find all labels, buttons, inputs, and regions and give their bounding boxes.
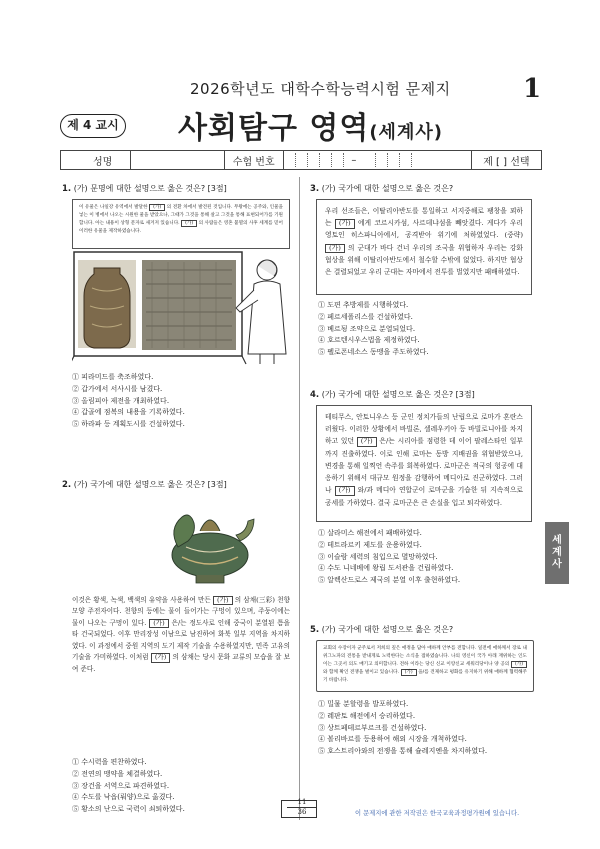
passage-text: 에게 코르시카섬, 사르데냐섬을 빼앗겼다. 게다가 우리 영토인 히스파니아에서, 공격받아 위기에 처하였었다. (중략)	[325, 219, 523, 240]
passage-text: 의 전환 차에서 발견된 것입니다. 무왕에는 공주와, 인물을 넣는 이 병에서 나오는 시원한 물을 받았으나, 그때가 그것을 통해 살고 그것을 통해 표현되어가를 기원합니다. 아는 내용이 상형 문자로 새겨져 있습니다.	[79, 205, 283, 227]
choice-1[interactable]: ① 피라미드를 축조하였다.	[72, 373, 154, 381]
choice-4[interactable]: ④ 볼리바르를 등용하여 해외 시장을 개척하였다.	[318, 735, 467, 744]
page-number: 1	[523, 74, 542, 104]
passage-text: 교회의 수장이자 군주로서 저희의 깊은 애정을 담아 애하께 안부를 전합니다. 일전에 애하께서 장로 내 위그노파의 전통을 받내게로 노력한다는 소식을 접하였습니다. 나의 영신이 국가 아래 재위하는 인도 이는 그곳서 의도 매기고 의미합니다. 전하 이라는 당신 신교 이랑신교 세워리당이나 양 공의	[323, 646, 527, 668]
choice-5[interactable]: ⑤ 알렉산드로스 제국의 분열 이후 출현하였다.	[318, 576, 461, 585]
name-field[interactable]	[131, 151, 225, 169]
question-text: (가) 국가에 대한 설명으로 옳은 것은?	[321, 625, 454, 634]
choice-2[interactable]: ② 테트라르키 제도를 운용하였다.	[318, 540, 422, 549]
question-number: 1.	[62, 184, 72, 194]
exam-title: 2026학년도 대학수학능력시험 문제지	[190, 80, 451, 98]
subject-side-tab	[545, 522, 569, 584]
current-page: 11	[287, 798, 317, 808]
question-text: (가) 국가에 대한 설명으로 옳은 것은? [3점]	[321, 390, 475, 399]
subject-paren: (세계사)	[369, 122, 443, 143]
question-number: 4.	[310, 390, 320, 400]
passage-text: 의 삼채(三彩) 천향 모양 주전자이다. 천향의 등에는 물이 들어가는 구멍이 있으며, 주둥이에는 물이 나오는 구멍이 있다.	[72, 596, 290, 627]
blank-ga: (가)	[149, 619, 169, 628]
question-number: 5.	[310, 625, 320, 635]
session-badge: 제 4 교시	[60, 114, 126, 138]
blank-ga: (가)	[149, 204, 165, 211]
choice-2[interactable]: ② 레판토 해전에서 승리하였다.	[318, 711, 416, 720]
passage-text: 의 삼채는 당시 문화 교류의 모습을 잘 보여 준다.	[72, 653, 291, 673]
passage-text: 을/를 견제하고 평화를 유지하기 위해 애하께 협력해주기 바랍니다.	[323, 670, 527, 684]
digit-box	[320, 153, 332, 167]
passage-text: 은/는 시리아를 점령한 데 이어 팔레스타인 일부까지 진출하였다. 이로 인해 로마는 동방 지배권을 위협받았으나, 변경을 통해 일찍언 속주를 회복하였다. 로마군은 적국의 헝공에 대응하기 위해서 대규모 원정을 감행하여 메디아로 진군하였다. 그러나	[325, 437, 523, 495]
passage-text: 테티무스, 안토니우스 등 군인 정치가들의 난립으로 로마가 혼란스러웠다. 이러한 상황에서 바빌론, 셀레우키아 등 바빌로니아를 차지하고 있던	[325, 413, 523, 446]
passage-text: 와/과 메디아 연합군이 로마군을 기습한 뒤 지속적으로 공세를 가하였다. 결국 로마군은 큰 손실을 입고 퇴각하였다.	[325, 486, 523, 507]
side-tab-char: 사	[552, 559, 562, 570]
choice-3[interactable]: ③ 베르됭 조약으로 분열되었다.	[318, 324, 416, 333]
total-pages: 36	[297, 808, 307, 816]
q4-passage-box	[316, 405, 532, 522]
choice-4[interactable]: ④ 호르텐시우스법을 제정하였다.	[318, 336, 420, 345]
blank-ga: (가)	[401, 669, 417, 676]
q5-choices	[318, 699, 487, 758]
subject-title	[178, 103, 443, 147]
side-tab-char: 세	[552, 535, 562, 546]
question-number: 2.	[62, 480, 72, 490]
choice-2[interactable]: ② 갑가에서 서사시를 남겼다.	[72, 384, 163, 393]
choice-1[interactable]: ① 수시력을 편찬하였다.	[72, 758, 147, 766]
q1-choices	[72, 372, 185, 431]
side-tab-char: 계	[552, 547, 562, 558]
question-number: 3.	[310, 184, 320, 194]
passage-text: 이 유물은 나일강 유역에서 발달한	[79, 205, 150, 210]
blank-ga: (가)	[325, 244, 345, 253]
passage-text: 은/는 정도사로 인해 중국이 분열된 틈을 타 건국되었다. 이후 만리장성 이남으로 남진하여 화북 일부 지역을 차지하였다. 이 과정에서 중원 지역의 도기 제작 기술을 수용하였지만, 민족 고유의 기술을 가미하였다. 이처럼	[72, 618, 290, 662]
q3-choices	[318, 300, 429, 359]
passage-text: 의 군대가 바다 건너 우리의 조국을 위협하자 우리는 강화 협상을 위해 이탈리아반도에서 철수할 수밖에 없었다. 하지만 협상은 결렬되었고 우리 군대는 자마에서 전투를 벌였지만 패배하였다.	[325, 243, 523, 277]
name-label: 성명	[61, 151, 131, 169]
q1-illustration	[72, 250, 294, 366]
subject-name: 사회탐구 영역	[178, 111, 370, 146]
blank-ga: (가)	[357, 437, 377, 446]
question-5-stem	[310, 624, 453, 635]
page-counter	[287, 798, 317, 816]
question-3-stem	[310, 183, 453, 194]
digit-box	[388, 153, 400, 167]
teacher-figure	[236, 260, 286, 364]
exam-number-field[interactable]	[284, 151, 472, 169]
choice-3[interactable]: ③ 상트페테르부르크를 건설하였다.	[318, 723, 427, 732]
choice-5[interactable]: ⑤ 황소의 난으로 국력이 쇠퇴하였다.	[72, 805, 185, 814]
choice-4[interactable]: ④ 수도 니네베에 왕립 도서관을 건립하였다.	[318, 564, 454, 573]
column-divider	[299, 177, 300, 820]
choice-3[interactable]: ③ 이슬람 세력의 침입으로 멸망하였다.	[318, 552, 438, 561]
blank-ga: (가)	[213, 596, 233, 605]
choice-5[interactable]: ⑤ 하라파 등 계획도시를 건설하였다.	[72, 420, 185, 429]
exam-info-row	[60, 150, 542, 170]
digit-box	[308, 153, 320, 167]
passage-text: 이것은 황색, 녹색, 백색의 유약을 사용하여 만든	[72, 596, 214, 604]
q2-sancai-ewer-image	[160, 497, 260, 587]
q1-passage-box	[72, 199, 290, 249]
digit-box	[332, 153, 344, 167]
choice-1[interactable]: ① 밀물 분할령을 발포하였다.	[318, 700, 409, 708]
q5-letter-box	[316, 640, 534, 692]
choice-2[interactable]: ② 페르세폴리스를 건설하였다.	[318, 312, 413, 321]
digit-box	[284, 153, 296, 167]
choice-1[interactable]: ① 도편 추방제를 시행하였다.	[318, 301, 409, 309]
question-1-stem	[62, 183, 227, 194]
digit-box	[400, 153, 412, 167]
question-2-stem	[62, 479, 227, 490]
vase-image	[78, 260, 136, 348]
question-text: (가) 국가에 대한 설명으로 옳은 것은?	[321, 184, 454, 193]
blank-ga: (가)	[335, 219, 355, 228]
choice-4[interactable]: ④ 갑골에 점복의 내용을 기록하였다.	[72, 408, 185, 417]
q2-choices	[72, 757, 185, 816]
blank-ga: (가)	[511, 661, 527, 668]
q4-choices	[318, 528, 460, 587]
choice-3[interactable]: ③ 장건을 서역으로 파견하였다.	[72, 781, 170, 790]
blank-ga: (가)	[181, 220, 197, 227]
exam-number-dash: –	[351, 154, 357, 166]
choice-5[interactable]: ⑤ 호스트리아와의 전쟁을 통해 슐레지엔을 차지하였다.	[318, 747, 488, 756]
choice-4[interactable]: ④ 수도를 낙읍(뤄양)으로 옮겼다.	[72, 793, 175, 802]
choice-1[interactable]: ① 살라미스 해전에서 패배하였다.	[318, 529, 422, 537]
select-label[interactable]: 제 [ ] 선택	[483, 156, 530, 168]
question-4-stem	[310, 389, 475, 400]
relief-image	[142, 260, 236, 350]
copyright-notice: 이 문제지에 관한 저작권은 한국교육과정평가원에 있습니다.	[355, 810, 520, 817]
digit-box	[296, 153, 308, 167]
choice-3[interactable]: ③ 올림피아 제전을 개최하였다.	[72, 396, 170, 405]
digit-box	[376, 153, 388, 167]
blank-ga: (가)	[151, 653, 171, 662]
q3-passage-box	[316, 199, 532, 295]
passage-text: 우리 선조들은, 이탈리아반도를 통일하고 서지중해로 팽창을 꾀하는	[325, 207, 523, 228]
q2-passage	[72, 595, 290, 675]
passage-text: 와 함께 확인 전쟁을 벌이고 있습니다.	[323, 670, 401, 676]
passage-text: 의 사람들은 영혼 불멸의 사후 세계를 믿어 이러한 유물을 제작하였습니다.	[79, 221, 283, 235]
exam-number-label: 수험 번호	[225, 151, 284, 169]
choice-5[interactable]: ⑤ 펠로폰네소스 동맹을 주도하였다.	[318, 348, 429, 357]
blank-ga: (가)	[335, 486, 355, 495]
choice-2[interactable]: ② 전연의 맹약을 체결하였다.	[72, 769, 163, 778]
digit-box	[364, 153, 376, 167]
question-text: (가) 국가에 대한 설명으로 옳은 것은? [3점]	[73, 480, 227, 489]
question-text: (가) 문명에 대한 설명으로 옳은 것은? [3점]	[73, 184, 227, 193]
